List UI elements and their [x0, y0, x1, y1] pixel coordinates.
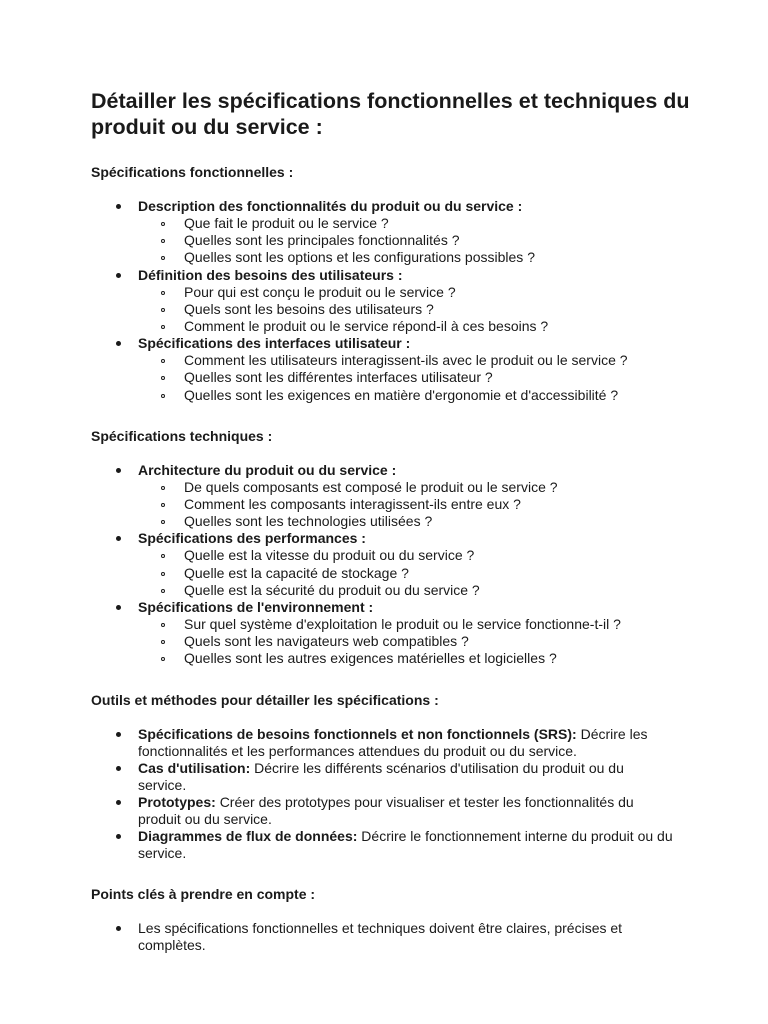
sub-list-item: Comment les utilisateurs interagissent-ils avec le produit ou le service ? — [138, 352, 768, 369]
item-title: Spécifications des interfaces utilisateur : — [138, 335, 411, 352]
sub-list-item: Quels sont les navigateurs web compatibles ? — [138, 633, 768, 650]
list-item — [91, 599, 768, 668]
section-key-points — [91, 886, 768, 954]
sub-list-item: De quels composants est composé le produit ou le service ? — [138, 479, 768, 496]
item-text: Décrire les fonctionnalités et les performances attendues du produit ou du service. — [138, 725, 648, 759]
sub-list-item: Quelles sont les exigences en matière d'ergonomie et d'accessibilité ? — [138, 387, 768, 404]
sub-list — [138, 547, 768, 599]
item-title: Architecture du produit ou du service : — [138, 461, 397, 478]
list-item — [91, 198, 768, 267]
sub-list-item: Quels sont les besoins des utilisateurs ? — [138, 301, 768, 318]
list-item — [91, 794, 675, 828]
page-title: Détailler les spécifications fonctionnelles et techniques du produit ou du service : — [91, 89, 690, 139]
sub-list-item: Quelles sont les différentes interfaces utilisateur ? — [138, 369, 768, 386]
list-item — [91, 462, 768, 531]
list-item — [91, 726, 675, 760]
sub-list-item: Quelles sont les options et les configurations possibles ? — [138, 249, 768, 266]
item-text: Décrire les différents scénarios d'utilisation du produit ou du service. — [138, 759, 624, 793]
section-heading: Points clés à prendre en compte : — [91, 885, 316, 902]
item-text: Créer des prototypes pour visualiser et tester les fonctionnalités du produit ou du service. — [138, 793, 634, 827]
item-text: Décrire le fonctionnement interne du produit ou du service. — [138, 827, 673, 861]
sub-list-item: Quelles sont les autres exigences matérielles et logicielles ? — [138, 650, 768, 667]
sub-list-item: Que fait le produit ou le service ? — [138, 215, 768, 232]
bullet-list — [91, 462, 768, 668]
sub-list-item: Pour qui est conçu le produit ou le service ? — [138, 284, 768, 301]
section-heading: Outils et méthodes pour détailler les spécifications : — [91, 691, 439, 708]
list-item — [91, 530, 768, 599]
bullet-list — [91, 198, 768, 404]
item-term: Diagrammes de flux de données: — [138, 827, 358, 844]
sub-list — [138, 352, 768, 404]
list-item — [91, 920, 675, 954]
sub-list — [138, 616, 768, 668]
bullet-list — [91, 920, 768, 954]
sub-list-item: Quelle est la sécurité du produit ou du service ? — [138, 582, 768, 599]
sub-list — [138, 215, 768, 267]
sub-list-item: Comment le produit ou le service répond-il à ces besoins ? — [138, 318, 768, 335]
sub-list-item: Sur quel système d'exploitation le produit ou le service fonctionne-t-il ? — [138, 616, 768, 633]
sub-list-item: Quelle est la vitesse du produit ou du service ? — [138, 547, 768, 564]
item-term: Prototypes: — [138, 793, 216, 810]
section-technical — [91, 428, 768, 668]
section-functional — [91, 164, 768, 404]
section-tools — [91, 692, 768, 862]
list-item — [91, 267, 768, 336]
section-heading: Spécifications fonctionnelles : — [91, 164, 294, 180]
section-heading: Spécifications techniques : — [91, 427, 273, 444]
sub-list-item: Quelles sont les principales fonctionnalités ? — [138, 232, 768, 249]
item-text: Les spécifications fonctionnelles et techniques doivent être claires, précises et complètes. — [138, 919, 623, 953]
sub-list-item: Quelle est la capacité de stockage ? — [138, 565, 768, 582]
item-title: Définition des besoins des utilisateurs : — [138, 266, 403, 283]
sub-list-item: Quelles sont les technologies utilisées ? — [138, 513, 768, 530]
item-title: Spécifications des performances : — [138, 530, 366, 547]
sub-list — [138, 284, 768, 336]
bullet-list — [91, 726, 768, 862]
list-item — [91, 760, 675, 794]
item-term: Cas d'utilisation: — [138, 759, 251, 776]
item-title: Description des fonctionnalités du produit ou du service : — [138, 198, 523, 214]
list-item — [91, 828, 675, 862]
list-item — [91, 335, 768, 404]
sub-list-item: Comment les composants interagissent-ils entre eux ? — [138, 496, 768, 513]
item-title: Spécifications de l'environnement : — [138, 599, 374, 616]
item-term: Spécifications de besoins fonctionnels et non fonctionnels (SRS): — [138, 725, 577, 742]
sub-list — [138, 479, 768, 531]
